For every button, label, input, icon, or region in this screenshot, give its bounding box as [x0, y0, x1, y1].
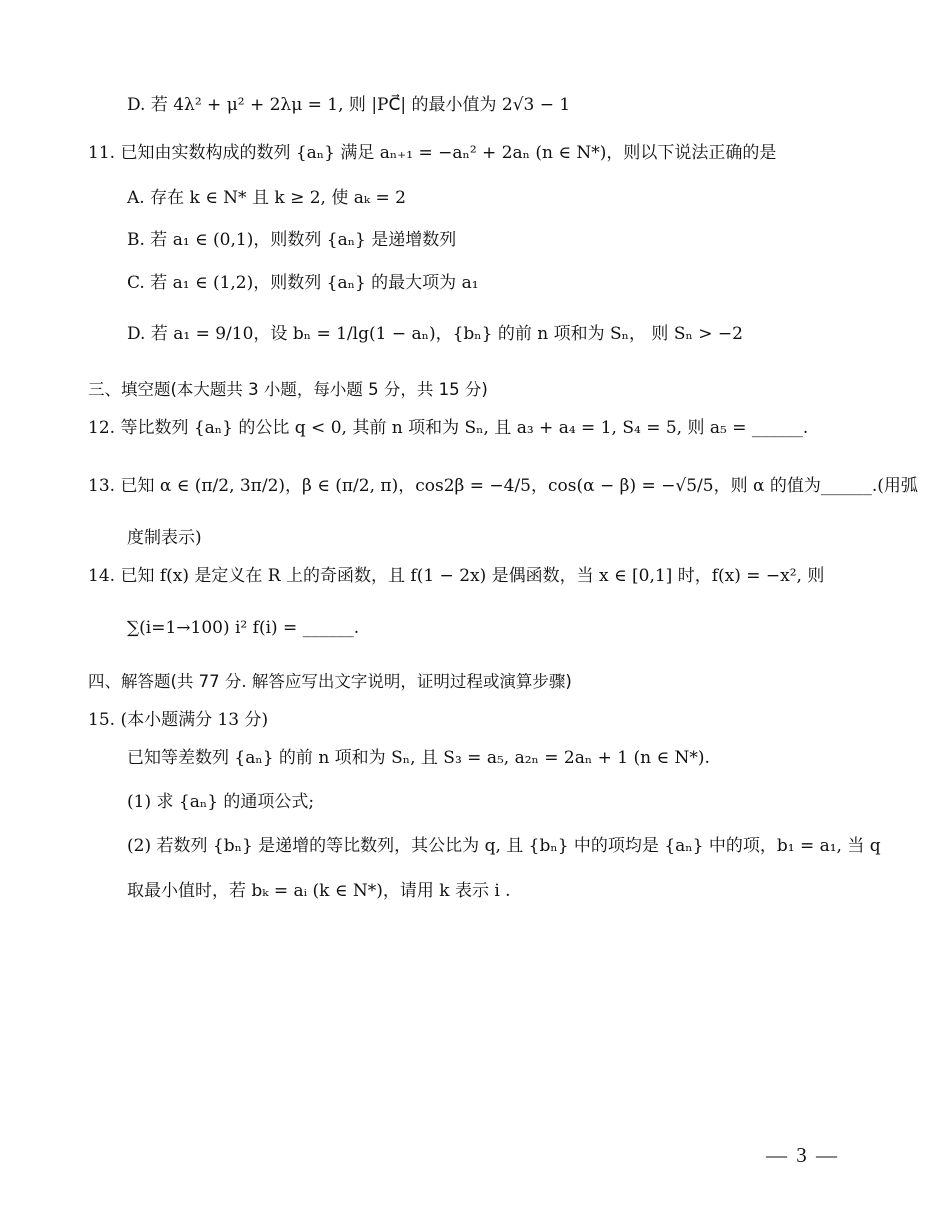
question-15-stem: 已知等差数列 {aₙ} 的前 n 项和为 Sₙ, 且 S₃ = a₅, a₂ₙ = 2aₙ + 1 (n ∈ N*).	[127, 748, 710, 768]
question-13-line-2: 度制表示)	[127, 528, 202, 548]
question-15-part-2-line-1: (2) 若数列 {bₙ} 是递增的等比数列，其公比为 q, 且 {bₙ} 中的项均是 {aₙ} 中的项，b₁ = a₁, 当 q	[127, 836, 881, 856]
option-11a: A. 存在 k ∈ N* 且 k ≥ 2, 使 aₖ = 2	[127, 188, 406, 208]
page-number: — 3 —	[766, 1143, 839, 1167]
option-11c: C. 若 a₁ ∈ (1,2)，则数列 {aₙ} 的最大项为 a₁	[127, 273, 479, 293]
option-11d: D. 若 a₁ = 9/10，设 bₙ = 1/lg(1 − aₙ)，{bₙ} 的前 n 项和为 Sₙ， 则 Sₙ > −2	[127, 324, 743, 344]
question-11-stem: 11. 已知由实数构成的数列 {aₙ} 满足 aₙ₊₁ = −aₙ² + 2aₙ (n ∈ N*)，则以下说法正确的是	[88, 143, 777, 163]
question-15-part-2-line-2: 取最小值时，若 bₖ = aᵢ (k ∈ N*)，请用 k 表示 i .	[127, 881, 511, 901]
question-12: 12. 等比数列 {aₙ} 的公比 q < 0, 其前 n 项和为 Sₙ, 且 a₃ + a₄ = 1, S₄ = 5, 则 a₅ = ______.	[88, 418, 809, 438]
section-3-heading: 三、填空题(本大题共 3 小题，每小题 5 分，共 15 分)	[88, 380, 488, 399]
section-4-heading: 四、解答题(共 77 分. 解答应写出文字说明，证明过程或演算步骤)	[88, 672, 572, 691]
question-13-line-1: 13. 已知 α ∈ (π/2, 3π/2)，β ∈ (π/2, π)，cos2β = −4/5，cos(α − β) = −√5/5，则 α 的值为______.(用弧	[88, 476, 918, 496]
question-14-line-1: 14. 已知 f(x) 是定义在 R 上的奇函数，且 f(1 − 2x) 是偶函数，当 x ∈ [0,1] 时，f(x) = −x², 则	[88, 566, 825, 586]
option-11b: B. 若 a₁ ∈ (0,1)，则数列 {aₙ} 是递增数列	[127, 230, 457, 250]
question-14-line-2: ∑(i=1→100) i² f(i) = ______.	[127, 618, 360, 638]
question-15-part-1: (1) 求 {aₙ} 的通项公式;	[127, 792, 315, 812]
question-15-header: 15. (本小题满分 13 分)	[88, 710, 269, 730]
option-10d: D. 若 4λ² + μ² + 2λμ = 1, 则 |PC⃗| 的最小值为 2√3 − 1	[127, 95, 571, 115]
